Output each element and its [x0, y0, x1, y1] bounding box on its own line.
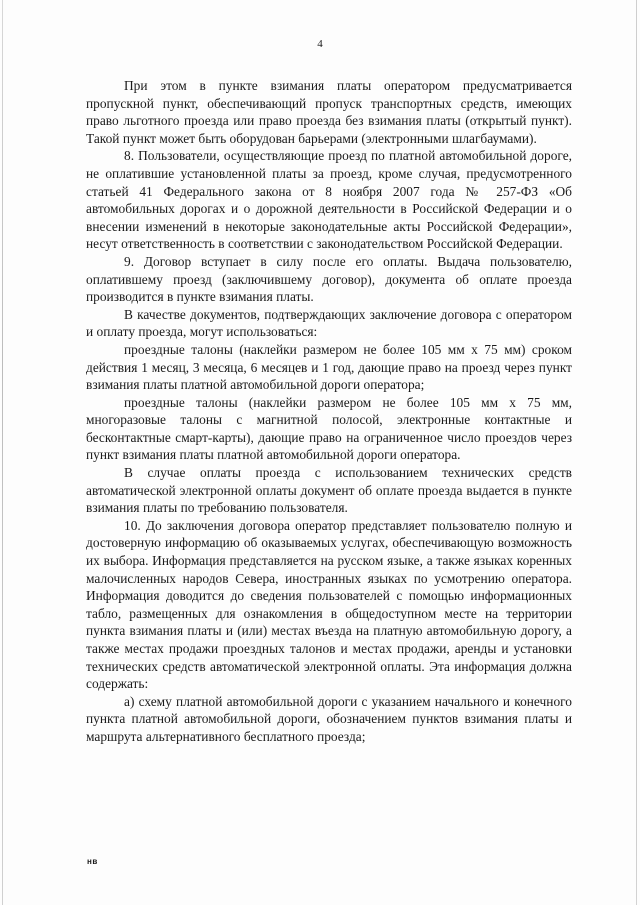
footer-mark: нв [87, 857, 98, 866]
paragraph-electronic-payment: В случае оплаты проезда с использованием технических средств автоматической электронной оплаты документ об оплате проезда выдается в пункте взимания платы по требованию пользователя. [86, 465, 572, 516]
page-number: 4 [317, 38, 323, 50]
paragraph-checkpoint: При этом в пункте взимания платы оператором предусматривается пропускной пункт, обеспечивающий пропуск транспортных средств, имеющих право льготного проезда или право проезда без взимания платы (открытый пункт). Такой пункт может быть оборудован барьерами (электронными шлагбаумами). [86, 78, 572, 146]
paragraph-tickets-multi: проездные талоны (наклейки размером не более 105 мм х 75 мм, многоразовые талоны с магнитной полосой, электронные контактные и бесконтактные смарт-карты), дающие право на ограниченное число проездов через пункт взимания платы платной автомобильной дороги оператора. [86, 394, 572, 463]
paragraph-item-8: 8. Пользователи, осуществляющие проезд по платной автомобильной дороге, не оплатившие установленной платы за проезд, кроме случая, предусмотренного статьей 41 Федерального закона от 8 ноября 2007 года № 257-ФЗ «Об автомобильных дорогах и о дорожной деятельности в Российской Федерации и о внесении изменений в некоторые законодательные акты Российской Федерации», несут ответственность в соответствии с законодательством Российской Федерации. [86, 148, 572, 252]
scan-edge-right [636, 0, 637, 905]
paragraph-item-9: 9. Договор вступает в силу после его оплаты. Выдача пользователю, оплатившему проезд (заключившему договор), документа об оплате проезда производится в пункте взимания платы. [86, 253, 572, 305]
paragraph-subitem-a: а) схему платной автомобильной дороги с указанием начального и конечного пункта платной автомобильной дороги, обозначением пунктов взимания платы и маршрута альтернативного бесплатного проезда; [86, 693, 572, 744]
document-body [86, 77, 572, 746]
scan-edge-left [2, 0, 3, 905]
paragraph-item-10: 10. До заключения договора оператор представляет пользователю полную и достоверную информацию об оказываемых услугах, обеспечивающую возможность их выбора. Информация представляется на русском языке, а также языках коренных малочисленных народов Севера, иностранных языках по усмотрению оператора. Информация доводится до сведения пользователей с помощью информационных табло, размещенных для ознакомления в общедоступном месте на территории пункта взимания платы и (или) местах въезда на платную автомобильную дорогу, а также местах продажи проездных талонов и местах продажи, аренды и установки технических средств автоматической электронной оплаты. Эта информация должна содержать: [86, 517, 572, 692]
paragraph-documents-intro: В качестве документов, подтверждающих заключение договора с оператором и оплату проезда, могут использоваться: [86, 306, 572, 340]
paragraph-tickets-term: проездные талоны (наклейки размером не более 105 мм х 75 мм) сроком действия 1 месяц, 3 месяца, 6 месяцев и 1 год, дающие право на проезд через пункт взимания платы платной автомобильной дороги оператора; [86, 341, 572, 393]
